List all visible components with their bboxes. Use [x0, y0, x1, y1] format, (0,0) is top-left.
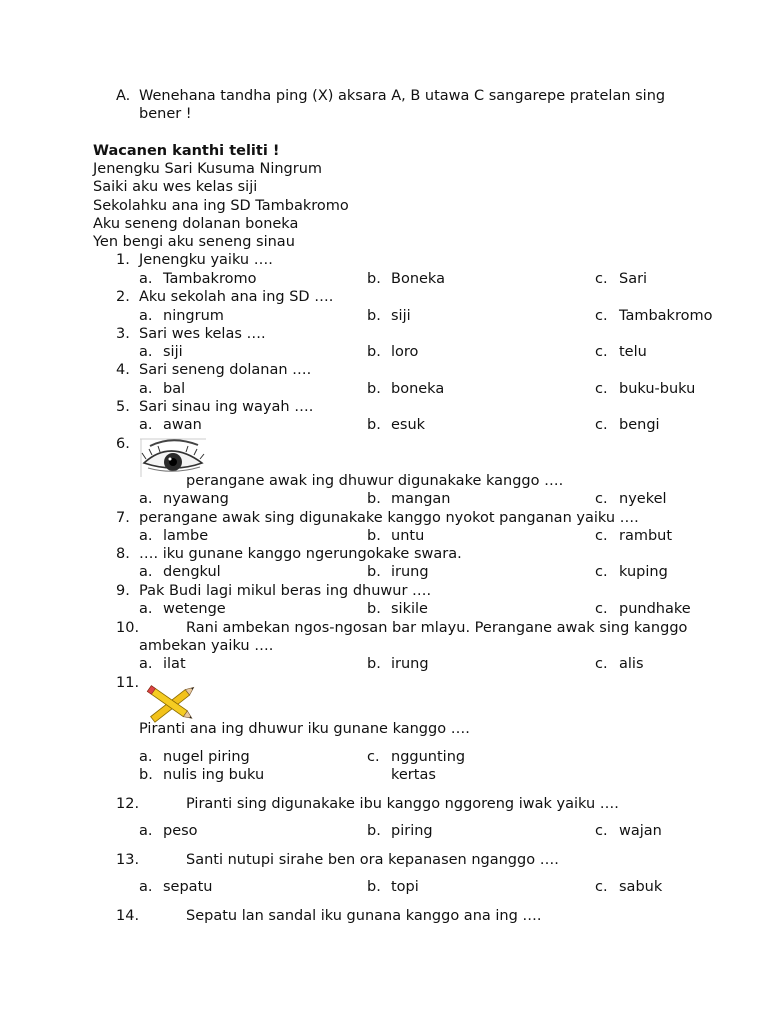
option-text: Boneka: [391, 271, 445, 287]
option-letter: a.: [139, 879, 153, 895]
option-letter: a.: [139, 564, 153, 580]
question-number: 8.: [116, 546, 130, 562]
option-letter: b.: [367, 417, 381, 433]
question-text: Sari wes kelas ….: [139, 326, 266, 342]
reading-line: Sekolahku ana ing SD Tambakromo: [93, 198, 349, 214]
option-letter: c.: [595, 656, 608, 672]
option-text: wetenge: [163, 601, 226, 617]
option-letter: b.: [367, 381, 381, 397]
option-text: nulis ing buku: [163, 767, 265, 783]
option-letter: a.: [139, 749, 153, 765]
reading-line: Saiki aku wes kelas siji: [93, 179, 258, 195]
question-number: 12.: [116, 796, 140, 812]
question-text: perangane awak sing digunakake kanggo nyokot panganan yaiku ….: [139, 510, 639, 526]
question-number: 2.: [116, 289, 130, 305]
instruction-marker: A.: [116, 88, 131, 104]
option-letter: b.: [139, 767, 153, 783]
question-number: 7.: [116, 510, 130, 526]
option-letter: a.: [139, 344, 153, 360]
option-letter: a.: [139, 656, 153, 672]
question-text: Sari sinau ing wayah ….: [139, 399, 314, 415]
question-text: Rani ambekan ngos-ngosan bar mlayu. Perangane awak sing kanggo: [186, 620, 688, 636]
question-number: 10.: [116, 620, 140, 636]
reading-line: Yen bengi aku seneng sinau: [93, 234, 295, 250]
option-text: irung: [391, 564, 429, 580]
instruction-line-1: Wenehana tandha ping (X) aksara A, B utawa C sangarepe pratelan sing: [139, 88, 666, 104]
option-text: sepatu: [163, 879, 213, 895]
option-letter: a.: [139, 491, 153, 507]
option-letter: b.: [367, 823, 381, 839]
option-text: sabuk: [619, 879, 663, 895]
option-letter: b.: [367, 601, 381, 617]
question-text: Pak Budi lagi mikul beras ing dhuwur ….: [139, 583, 432, 599]
option-text: bengi: [619, 417, 660, 433]
question-text-continued: ambekan yaiku ….: [139, 638, 274, 654]
option-text: ningrum: [163, 308, 224, 324]
option-letter: c.: [595, 564, 608, 580]
question-text: Piranti sing digunakake ibu kanggo nggoreng iwak yaiku ….: [186, 796, 619, 812]
option-letter: c.: [595, 491, 608, 507]
option-text: Tambakromo: [163, 271, 257, 287]
option-text: sikile: [391, 601, 428, 617]
option-letter: c.: [595, 344, 608, 360]
option-letter: b.: [367, 564, 381, 580]
question-number: 14.: [116, 908, 140, 924]
option-letter: c.: [595, 528, 608, 544]
option-text: Sari: [619, 271, 648, 287]
option-letter: a.: [139, 381, 153, 397]
option-letter: b.: [367, 308, 381, 324]
reading-heading: Wacanen kanthi teliti !: [93, 143, 280, 159]
question-text: Aku sekolah ana ing SD ….: [139, 289, 334, 305]
option-letter: b.: [367, 656, 381, 672]
option-text: esuk: [391, 417, 426, 433]
option-text: lambe: [163, 528, 209, 544]
option-text: wajan: [619, 823, 662, 839]
question-number: 4.: [116, 362, 130, 378]
option-letter: a.: [139, 308, 153, 324]
option-letter: c.: [595, 879, 608, 895]
option-text: nugel piring: [163, 749, 250, 765]
option-letter: b.: [367, 491, 381, 507]
question-text: Sari seneng dolanan ….: [139, 362, 312, 378]
option-letter: c.: [595, 381, 608, 397]
option-text: loro: [391, 344, 419, 360]
question-text: Sepatu lan sandal iku gunana kanggo ana ing ….: [186, 908, 542, 924]
question-number: 13.: [116, 852, 140, 868]
question-text: Santi nutupi sirahe ben ora kepanasen nganggo ….: [186, 852, 559, 868]
reading-line: Jenengku Sari Kusuma Ningrum: [93, 161, 323, 177]
option-text: bal: [163, 381, 186, 397]
question-number: 6.: [116, 436, 130, 452]
option-text: peso: [163, 823, 198, 839]
reading-line: Aku seneng dolanan boneka: [93, 216, 299, 232]
option-text: nyawang: [163, 491, 229, 507]
option-text: nggunting: [391, 749, 466, 765]
option-text: rambut: [619, 528, 673, 544]
option-letter: a.: [139, 601, 153, 617]
option-text: kuping: [619, 564, 668, 580]
question-number: 5.: [116, 399, 130, 415]
question-number: 9.: [116, 583, 130, 599]
question-text: …. iku gunane kanggo ngerungokake swara.: [139, 546, 462, 562]
option-text: irung: [391, 656, 429, 672]
option-text: buku-buku: [619, 381, 696, 397]
option-text: topi: [391, 879, 419, 895]
option-letter: c.: [595, 308, 608, 324]
option-text: siji: [391, 308, 411, 324]
option-letter: b.: [367, 344, 381, 360]
option-text-continued: kertas: [391, 767, 436, 783]
option-text: boneka: [391, 381, 445, 397]
option-letter: a.: [139, 528, 153, 544]
option-text: alis: [619, 656, 644, 672]
question-number: 11.: [116, 675, 140, 691]
option-letter: b.: [367, 879, 381, 895]
question-number: 1.: [116, 252, 130, 268]
option-letter: b.: [367, 271, 381, 287]
option-text: ilat: [163, 656, 186, 672]
option-letter: a.: [139, 823, 153, 839]
eye-icon: [140, 437, 206, 477]
option-letter: c.: [595, 601, 608, 617]
option-letter: c.: [595, 271, 608, 287]
option-letter: a.: [139, 417, 153, 433]
instruction-line-2: bener !: [139, 106, 192, 122]
option-text: siji: [163, 344, 183, 360]
option-text: piring: [391, 823, 433, 839]
option-text: pundhake: [619, 601, 691, 617]
question-number: 3.: [116, 326, 130, 342]
option-text: nyekel: [619, 491, 667, 507]
option-text: telu: [619, 344, 647, 360]
question-text: perangane awak ing dhuwur digunakake kanggo ….: [186, 473, 564, 489]
option-text: mangan: [391, 491, 451, 507]
option-text: awan: [163, 417, 202, 433]
option-text: dengkul: [163, 564, 221, 580]
option-letter: b.: [367, 528, 381, 544]
option-text: untu: [391, 528, 425, 544]
option-letter: c.: [595, 823, 608, 839]
option-text: Tambakromo: [619, 308, 713, 324]
option-letter: c.: [595, 417, 608, 433]
question-text: Piranti ana ing dhuwur iku gunane kanggo ….: [139, 721, 470, 737]
question-text: Jenengku yaiku ….: [139, 252, 273, 268]
option-letter: a.: [139, 271, 153, 287]
option-letter: c.: [367, 749, 380, 765]
